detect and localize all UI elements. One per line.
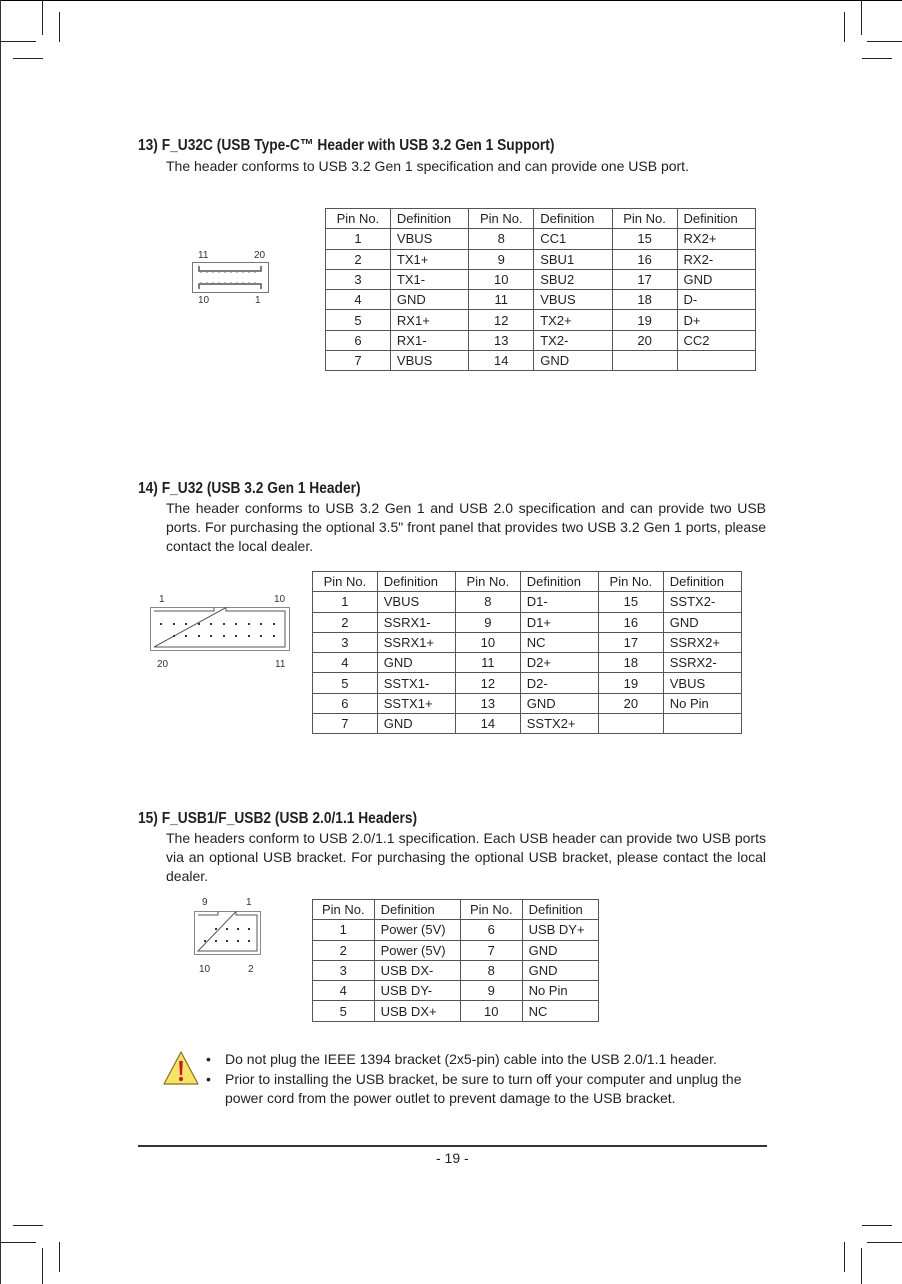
pin-number: 7 [326, 351, 391, 371]
pin-definition: SSTX2- [663, 592, 741, 612]
pin-definition: Power (5V) [374, 920, 460, 940]
pin-number: 14 [455, 714, 520, 734]
section-description: The header conforms to USB 3.2 Gen 1 specification and can provide one USB port. [166, 158, 689, 174]
pin-definition: VBUS [534, 290, 612, 310]
pin-number [612, 351, 677, 371]
header-definition: Definition [374, 900, 460, 920]
table-header-row [313, 900, 599, 920]
table-row [313, 981, 599, 1001]
pin-number: 3 [313, 960, 375, 980]
pin-definition: GND [534, 351, 612, 371]
pin-number: 5 [313, 673, 378, 693]
pin-table [325, 208, 756, 371]
table-header-row [313, 572, 742, 592]
pin-definition: GND [377, 653, 455, 673]
pin-definition: GND [522, 960, 598, 980]
pin-definition: GND [520, 693, 598, 713]
pin-definition: RX1+ [390, 310, 468, 330]
pin-definition: RX1- [390, 330, 468, 350]
pin-label-top-left: 11 [198, 250, 209, 261]
pin-definition: SBU2 [534, 269, 612, 289]
pin-number: 8 [460, 960, 522, 980]
pin-number: 7 [460, 940, 522, 960]
pin-definition: GND [522, 940, 598, 960]
pin-definition [677, 351, 755, 371]
pin-label-bottom-right: 11 [275, 659, 286, 670]
pin-number: 16 [598, 612, 663, 632]
pin-number: 10 [469, 269, 534, 289]
pin-definition: SSRX1- [377, 612, 455, 632]
page-border-top [0, 0, 902, 1]
pin-label-bottom-right: 1 [255, 295, 261, 306]
pin-number: 16 [612, 249, 677, 269]
pin-number: 2 [313, 940, 375, 960]
pin-label-bottom-left: 10 [199, 964, 211, 975]
pin-definition: VBUS [390, 351, 468, 371]
pin-definition: USB DX- [374, 960, 460, 980]
pin-number: 12 [469, 310, 534, 330]
pin-definition: D1+ [520, 612, 598, 632]
table-row [326, 310, 756, 330]
header-definition: Definition [390, 209, 468, 229]
table-row [313, 714, 742, 734]
header-definition: Definition [522, 900, 598, 920]
pin-definition: USB DY+ [522, 920, 598, 940]
pin-definition: VBUS [377, 592, 455, 612]
header-definition: Definition [677, 209, 755, 229]
pin-number: 3 [313, 632, 378, 652]
pin-definition: NC [522, 1001, 598, 1021]
pin-number: 5 [326, 310, 391, 330]
pin-definition: SSRX1+ [377, 632, 455, 652]
pin-number [598, 714, 663, 734]
table-row [313, 920, 599, 940]
pin-definition: RX2+ [677, 229, 755, 249]
pin-label-bottom-left: 20 [157, 659, 169, 670]
header-pin-no: Pin No. [469, 209, 534, 229]
pin-number: 12 [455, 673, 520, 693]
pin-definition: SSTX2+ [520, 714, 598, 734]
table-row [313, 592, 742, 612]
pin-number: 10 [455, 632, 520, 652]
pin-number: 3 [326, 269, 391, 289]
pin-definition: GND [677, 269, 755, 289]
pin-definition [663, 714, 741, 734]
table-row [313, 693, 742, 713]
header-pin-no: Pin No. [326, 209, 391, 229]
pin-number: 13 [455, 693, 520, 713]
pin-definition: SSRX2- [663, 653, 741, 673]
section-title: 13) F_U32C (USB Type-C™ Header with USB 3.2 Gen 1 Support) [138, 137, 555, 154]
warning-triangle-icon [162, 1050, 200, 1086]
pin-number: 15 [598, 592, 663, 612]
pin-definition: GND [663, 612, 741, 632]
pin-label-bottom-right: 2 [248, 964, 254, 975]
pin-definition: RX2- [677, 249, 755, 269]
pin-number: 15 [612, 229, 677, 249]
warning-item: • Do not plug the IEEE 1394 bracket (2x5-pin) cable into the USB 2.0/1.1 header. [206, 1051, 717, 1067]
pin-number: 4 [313, 981, 375, 1001]
pin-definition: No Pin [663, 693, 741, 713]
pin-definition: CC2 [677, 330, 755, 350]
table-row [313, 632, 742, 652]
table-row [326, 249, 756, 269]
pin-definition: SSRX2+ [663, 632, 741, 652]
pin-number: 5 [313, 1001, 375, 1021]
pin-label-top-left: 1 [159, 594, 165, 605]
pin-label-top-right: 10 [274, 594, 286, 605]
pin-definition: D+ [677, 310, 755, 330]
pin-number: 18 [598, 653, 663, 673]
pin-number: 9 [460, 981, 522, 1001]
pin-number: 17 [612, 269, 677, 289]
pin-number: 8 [455, 592, 520, 612]
header-pin-no: Pin No. [460, 900, 522, 920]
pin-number: 4 [326, 290, 391, 310]
table-row [326, 330, 756, 350]
pin-definition: USB DY- [374, 981, 460, 1001]
pin-label-top-left: 9 [202, 897, 208, 908]
pin-number: 1 [313, 920, 375, 940]
pin-number: 11 [455, 653, 520, 673]
pin-definition: D2+ [520, 653, 598, 673]
table-row [313, 940, 599, 960]
table-row [313, 673, 742, 693]
table-row [326, 229, 756, 249]
pin-definition: SBU1 [534, 249, 612, 269]
header-definition: Definition [534, 209, 612, 229]
pin-definition: TX1+ [390, 249, 468, 269]
pin-number: 19 [612, 310, 677, 330]
pin-definition: D1- [520, 592, 598, 612]
pin-definition: NC [520, 632, 598, 652]
section-description: The headers conform to USB 2.0/1.1 specification. Each USB header can provide two USB ports via an optional USB bracket. For purchasing the optional USB bracket, please contact the local dealer. [166, 830, 766, 884]
pin-number: 17 [598, 632, 663, 652]
pin-number: 9 [455, 612, 520, 632]
pin-definition: TX2- [534, 330, 612, 350]
pin-number: 8 [469, 229, 534, 249]
pin-definition: Power (5V) [374, 940, 460, 960]
pin-definition: D- [677, 290, 755, 310]
pin-number: 9 [469, 249, 534, 269]
header-pin-no: Pin No. [598, 572, 663, 592]
header-pin-no: Pin No. [313, 900, 375, 920]
footer-rule [138, 1145, 767, 1147]
table-row [313, 653, 742, 673]
pin-label-top-right: 20 [254, 250, 266, 261]
pin-number: 2 [313, 612, 378, 632]
table-row [326, 351, 756, 371]
section-title: 14) F_U32 (USB 3.2 Gen 1 Header) [138, 480, 361, 497]
pin-label-bottom-left: 10 [198, 295, 210, 306]
pin-definition: TX1- [390, 269, 468, 289]
section-description: The header conforms to USB 3.2 Gen 1 and USB 2.0 specification and can provide two USB ports. For purchasing the optional 3.5" front panel that provides two USB 3.2 Gen 1 ports, please contact the local dealer. [166, 500, 766, 554]
pin-definition: GND [390, 290, 468, 310]
section-title: 15) F_USB1/F_USB2 (USB 2.0/1.1 Headers) [138, 810, 418, 827]
table-row [313, 960, 599, 980]
header-pin-no: Pin No. [455, 572, 520, 592]
warning-list [206, 1050, 768, 1109]
pin-definition: USB DX+ [374, 1001, 460, 1021]
table-row [313, 612, 742, 632]
header-definition: Definition [520, 572, 598, 592]
pin-number: 6 [460, 920, 522, 940]
pin-definition: No Pin [522, 981, 598, 1001]
table-header-row [326, 209, 756, 229]
pin-number: 1 [313, 592, 378, 612]
pin-definition: SSTX1+ [377, 693, 455, 713]
page-border-left [0, 0, 1, 1284]
table-row [326, 269, 756, 289]
pin-definition: CC1 [534, 229, 612, 249]
pin-number: 20 [598, 693, 663, 713]
pin-number: 20 [612, 330, 677, 350]
pin-number: 11 [469, 290, 534, 310]
pin-number: 1 [326, 229, 391, 249]
table-row [326, 290, 756, 310]
pin-definition: SSTX1- [377, 673, 455, 693]
page-number: - 19 - [436, 1150, 469, 1166]
pin-table [312, 571, 742, 734]
pin-number: 2 [326, 249, 391, 269]
pin-definition: GND [377, 714, 455, 734]
pin-number: 13 [469, 330, 534, 350]
warning-item: • Prior to installing the USB bracket, be sure to turn off your computer and unplug the power cord from the power outlet to prevent damage to the USB bracket. [206, 1070, 742, 1106]
pin-label-top-right: 1 [246, 897, 252, 908]
header-definition: Definition [663, 572, 741, 592]
pin-number: 7 [313, 714, 378, 734]
pin-table [312, 899, 599, 1022]
pin-number: 6 [313, 693, 378, 713]
pin-number: 18 [612, 290, 677, 310]
table-row [313, 1001, 599, 1021]
pin-number: 19 [598, 673, 663, 693]
pin-number: 14 [469, 351, 534, 371]
pin-number: 6 [326, 330, 391, 350]
pin-number: 10 [460, 1001, 522, 1021]
pin-definition: VBUS [390, 229, 468, 249]
pin-definition: TX2+ [534, 310, 612, 330]
header-definition: Definition [377, 572, 455, 592]
header-pin-no: Pin No. [612, 209, 677, 229]
pin-definition: D2- [520, 673, 598, 693]
pin-number: 4 [313, 653, 378, 673]
header-pin-no: Pin No. [313, 572, 378, 592]
pin-definition: VBUS [663, 673, 741, 693]
